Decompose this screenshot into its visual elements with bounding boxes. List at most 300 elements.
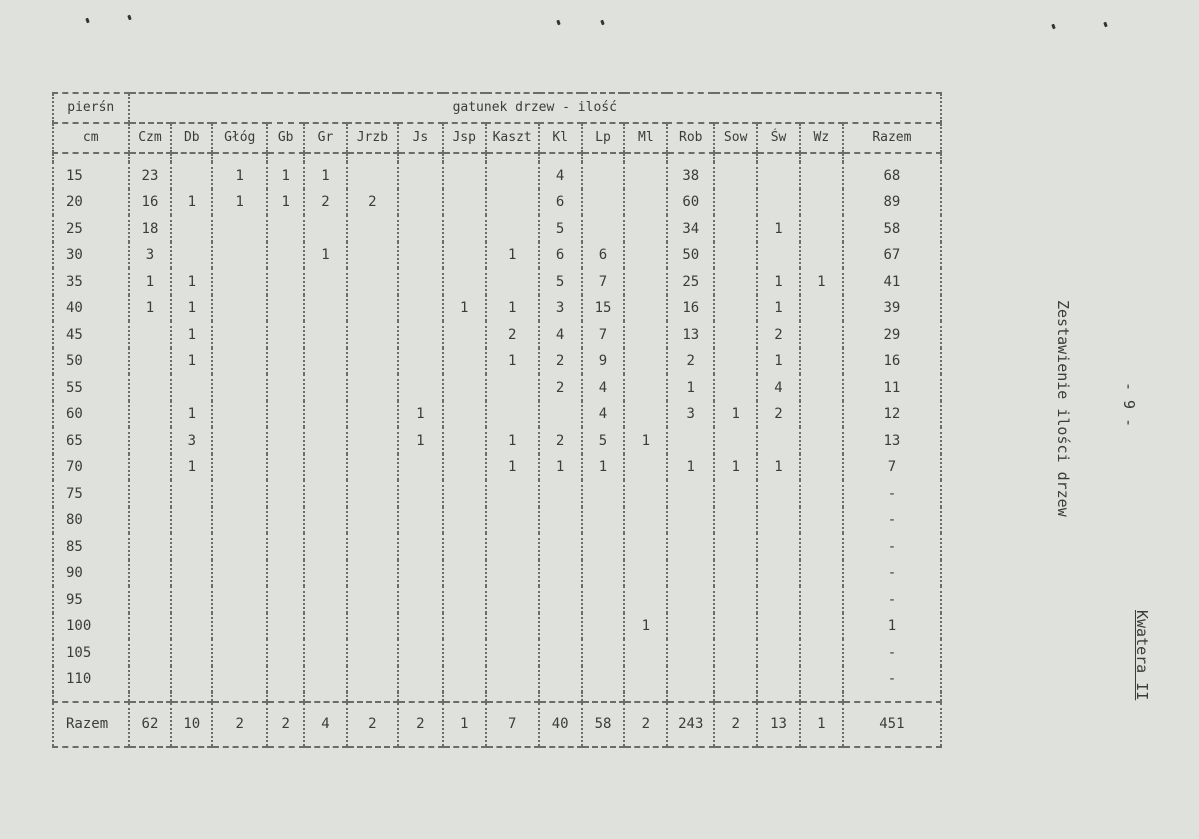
table-row	[53, 586, 941, 613]
row-label: 60	[53, 401, 129, 428]
table-cell	[667, 480, 714, 507]
table-cell: 1	[486, 454, 539, 481]
row-label: 25	[53, 215, 129, 242]
table-cell	[267, 401, 304, 428]
table-cell	[398, 454, 443, 481]
table-cell	[398, 507, 443, 534]
table-cell	[347, 268, 398, 295]
table-cell: 23	[129, 162, 172, 189]
table-cell	[714, 666, 757, 693]
table-cell	[398, 586, 443, 613]
table-cell	[212, 639, 267, 666]
table-cell	[443, 480, 486, 507]
table-cell	[582, 533, 625, 560]
table-cell	[624, 295, 667, 322]
table-cell	[582, 639, 625, 666]
table-cell	[667, 427, 714, 454]
table-cell: 1	[171, 321, 212, 348]
table-cell: 15	[582, 295, 625, 322]
table-cell	[304, 401, 347, 428]
table-cell: 1	[304, 242, 347, 269]
table-cell: 89	[843, 189, 941, 216]
table-cell: 7	[582, 268, 625, 295]
table-cell: 9	[582, 348, 625, 375]
column-header: Głóg	[212, 123, 267, 153]
table-cell: 1	[212, 189, 267, 216]
table-cell	[212, 153, 267, 162]
table-cell	[486, 215, 539, 242]
spacer-row	[53, 692, 941, 701]
table-cell	[304, 586, 347, 613]
table-cell	[757, 242, 800, 269]
table-cell	[624, 401, 667, 428]
table-cell	[398, 295, 443, 322]
table-cell: 3	[129, 242, 172, 269]
table-cell	[757, 586, 800, 613]
table-cell	[582, 613, 625, 640]
table-cell: 1	[171, 348, 212, 375]
side-title: Zestawienie ilości drzew	[1054, 300, 1072, 517]
table-cell	[267, 215, 304, 242]
row-label: 65	[53, 427, 129, 454]
table-cell	[398, 189, 443, 216]
table-cell: 29	[843, 321, 941, 348]
table-row	[53, 454, 941, 481]
table-cell	[212, 480, 267, 507]
table-cell: 12	[843, 401, 941, 428]
table-cell: 6	[539, 189, 582, 216]
table-row	[53, 560, 941, 587]
table-cell	[582, 692, 625, 701]
table-cell	[486, 480, 539, 507]
table-cell	[714, 427, 757, 454]
table-row	[53, 533, 941, 560]
table-row	[53, 295, 941, 322]
table-cell	[171, 533, 212, 560]
table-cell: 7	[486, 702, 539, 747]
table-cell	[347, 480, 398, 507]
table-cell	[667, 560, 714, 587]
table-cell	[667, 507, 714, 534]
table-row	[53, 189, 941, 216]
table-cell: 2	[714, 702, 757, 747]
table-row	[53, 242, 941, 269]
table-cell	[624, 215, 667, 242]
table-cell	[267, 454, 304, 481]
row-label: 90	[53, 560, 129, 587]
table-cell: -	[843, 666, 941, 693]
table-cell	[304, 613, 347, 640]
table-cell	[582, 666, 625, 693]
table-cell	[624, 692, 667, 701]
row-label: 85	[53, 533, 129, 560]
table-cell	[624, 480, 667, 507]
row-label: 20	[53, 189, 129, 216]
table-cell: 1	[667, 374, 714, 401]
table-cell: 2	[347, 702, 398, 747]
table-cell	[800, 295, 843, 322]
table-cell	[398, 268, 443, 295]
table-cell: 1	[757, 348, 800, 375]
table-cell	[443, 533, 486, 560]
table-cell	[129, 153, 172, 162]
table-cell: 1	[443, 295, 486, 322]
table-cell: 11	[843, 374, 941, 401]
table-cell	[267, 321, 304, 348]
table-cell: 50	[667, 242, 714, 269]
table-cell	[714, 153, 757, 162]
table-row	[53, 348, 941, 375]
table-cell	[171, 480, 212, 507]
table-cell	[347, 401, 398, 428]
table-cell: 2	[757, 321, 800, 348]
column-header: Czm	[129, 123, 172, 153]
table-cell	[267, 507, 304, 534]
table-cell: -	[843, 480, 941, 507]
table-cell: 1	[171, 454, 212, 481]
section-label: Kwatera II	[1133, 610, 1151, 701]
table-cell	[171, 560, 212, 587]
column-header: Wz	[800, 123, 843, 153]
corner-label-girth: pierśn	[53, 93, 129, 123]
table-cell	[539, 560, 582, 587]
row-label: 45	[53, 321, 129, 348]
table-cell	[171, 242, 212, 269]
table-cell	[486, 401, 539, 428]
table-cell: 1	[667, 454, 714, 481]
column-header: Db	[171, 123, 212, 153]
table-cell	[304, 666, 347, 693]
table-cell	[800, 321, 843, 348]
table-cell	[443, 162, 486, 189]
row-label: 75	[53, 480, 129, 507]
table-cell	[443, 268, 486, 295]
table-cell	[486, 586, 539, 613]
table-cell: 1	[398, 401, 443, 428]
table-cell	[129, 427, 172, 454]
column-header: Razem	[843, 123, 941, 153]
table-cell	[129, 374, 172, 401]
table-cell	[443, 374, 486, 401]
table-cell: 16	[129, 189, 172, 216]
table-cell	[624, 162, 667, 189]
table-cell	[757, 692, 800, 701]
table-cell	[714, 586, 757, 613]
table-cell	[129, 533, 172, 560]
table-cell: 4	[304, 702, 347, 747]
table-cell	[667, 153, 714, 162]
table-cell: 38	[667, 162, 714, 189]
table-cell	[443, 692, 486, 701]
table-cell	[582, 153, 625, 162]
table-row	[53, 321, 941, 348]
table-cell: 4	[539, 321, 582, 348]
table-cell	[212, 215, 267, 242]
table-cell	[843, 153, 941, 162]
table-cell	[800, 427, 843, 454]
table-cell	[757, 507, 800, 534]
table-cell	[443, 215, 486, 242]
table-cell	[582, 507, 625, 534]
table-cell: -	[843, 560, 941, 587]
table-cell	[539, 507, 582, 534]
table-cell	[539, 613, 582, 640]
table-cell	[757, 189, 800, 216]
table-cell: 34	[667, 215, 714, 242]
table-row	[53, 666, 941, 693]
table-cell	[757, 639, 800, 666]
table-cell: 2	[267, 702, 304, 747]
table-cell	[171, 613, 212, 640]
table-cell: 4	[582, 374, 625, 401]
table-cell	[714, 560, 757, 587]
table-cell	[486, 639, 539, 666]
table-cell	[212, 560, 267, 587]
table-cell	[714, 639, 757, 666]
table-cell	[486, 507, 539, 534]
table-cell	[304, 268, 347, 295]
table-cell	[539, 153, 582, 162]
table-cell	[714, 480, 757, 507]
table-cell	[347, 162, 398, 189]
table-cell	[129, 401, 172, 428]
table-cell	[398, 242, 443, 269]
tree-count-table	[52, 92, 942, 748]
table-cell	[347, 427, 398, 454]
table-cell: 1	[800, 702, 843, 747]
column-header: Jsp	[443, 123, 486, 153]
table-cell	[347, 639, 398, 666]
table-cell	[129, 560, 172, 587]
table-cell	[347, 533, 398, 560]
row-label	[53, 692, 129, 701]
table-cell	[443, 454, 486, 481]
table-cell	[714, 268, 757, 295]
table-cell	[212, 586, 267, 613]
table-cell	[624, 666, 667, 693]
table-cell: 5	[539, 215, 582, 242]
table-cell	[398, 639, 443, 666]
table-cell: 1	[129, 295, 172, 322]
table-cell	[212, 454, 267, 481]
table-cell	[757, 613, 800, 640]
row-label: 70	[53, 454, 129, 481]
column-header: Js	[398, 123, 443, 153]
table-cell: 1	[757, 268, 800, 295]
table-cell: 1	[212, 162, 267, 189]
table-cell	[398, 162, 443, 189]
table-cell: 1	[171, 268, 212, 295]
side-annotations	[1040, 300, 1151, 760]
table-cell	[714, 507, 757, 534]
table-cell	[267, 427, 304, 454]
table-cell	[267, 153, 304, 162]
table-cell: 62	[129, 702, 172, 747]
table-cell	[667, 692, 714, 701]
table-cell: 6	[582, 242, 625, 269]
table-cell: 40	[539, 702, 582, 747]
table-cell	[212, 374, 267, 401]
table-cell	[800, 401, 843, 428]
table-cell	[443, 427, 486, 454]
table-cell	[486, 560, 539, 587]
table-cell	[667, 666, 714, 693]
table-cell	[800, 507, 843, 534]
table-cell	[800, 666, 843, 693]
table-cell	[443, 560, 486, 587]
table-cell	[800, 242, 843, 269]
table-cell	[304, 507, 347, 534]
table-cell	[800, 153, 843, 162]
table-cell	[539, 692, 582, 701]
table-row	[53, 480, 941, 507]
table-cell	[667, 639, 714, 666]
table-cell	[347, 507, 398, 534]
table-cell: 13	[667, 321, 714, 348]
table-cell	[267, 666, 304, 693]
table-cell: -	[843, 507, 941, 534]
table-cell: 1	[582, 454, 625, 481]
table-cell	[486, 374, 539, 401]
ink-speck	[556, 20, 561, 26]
table-cell: 18	[129, 215, 172, 242]
table-cell	[304, 348, 347, 375]
column-header: Sow	[714, 123, 757, 153]
table-cell	[347, 586, 398, 613]
row-label: 95	[53, 586, 129, 613]
table-cell: 5	[539, 268, 582, 295]
table-cell	[800, 639, 843, 666]
table-cell	[714, 162, 757, 189]
table-cell	[486, 162, 539, 189]
table-cell	[304, 639, 347, 666]
table-cell: 68	[843, 162, 941, 189]
table-cell	[171, 692, 212, 701]
row-label: 35	[53, 268, 129, 295]
row-label: 100	[53, 613, 129, 640]
table-cell	[129, 613, 172, 640]
table-cell	[347, 295, 398, 322]
table-cell	[757, 427, 800, 454]
table-cell	[304, 374, 347, 401]
table-cell: 2	[757, 401, 800, 428]
table-cell	[267, 692, 304, 701]
table-cell	[714, 613, 757, 640]
group-header: gatunek drzew - ilość	[129, 93, 941, 123]
table-cell	[582, 162, 625, 189]
table-cell	[714, 533, 757, 560]
table-cell	[624, 374, 667, 401]
table-cell: 1	[443, 702, 486, 747]
table-row	[53, 507, 941, 534]
table-cell	[582, 189, 625, 216]
table-cell: 1	[267, 162, 304, 189]
table-cell	[800, 586, 843, 613]
table-cell	[624, 507, 667, 534]
table-cell	[443, 321, 486, 348]
column-header: Gr	[304, 123, 347, 153]
row-label: 105	[53, 639, 129, 666]
table-cell	[129, 586, 172, 613]
table-cell	[212, 507, 267, 534]
table-cell: 7	[582, 321, 625, 348]
table-cell	[398, 533, 443, 560]
table-cell	[129, 348, 172, 375]
table-cell: 1	[757, 215, 800, 242]
page-number: - 9 -	[1120, 382, 1138, 428]
table-cell: 2	[624, 702, 667, 747]
row-label: 50	[53, 348, 129, 375]
table-cell	[347, 560, 398, 587]
column-header: Rob	[667, 123, 714, 153]
table-cell: 2	[539, 427, 582, 454]
table-cell	[212, 242, 267, 269]
column-header: Gb	[267, 123, 304, 153]
table-row	[53, 639, 941, 666]
table-cell	[347, 321, 398, 348]
table-cell: 1	[624, 613, 667, 640]
table-cell: 3	[539, 295, 582, 322]
row-label: 80	[53, 507, 129, 534]
table-cell	[212, 295, 267, 322]
table-cell	[714, 321, 757, 348]
table-cell	[347, 348, 398, 375]
table-cell	[129, 639, 172, 666]
table-cell: 67	[843, 242, 941, 269]
table-cell	[267, 242, 304, 269]
table-cell	[212, 533, 267, 560]
table-cell	[171, 153, 212, 162]
spacer-row	[53, 153, 941, 162]
row-label	[53, 153, 129, 162]
table-cell: 4	[757, 374, 800, 401]
table-cell	[398, 321, 443, 348]
column-header: Ml	[624, 123, 667, 153]
table-cell	[212, 692, 267, 701]
table-row	[53, 427, 941, 454]
row-label: 40	[53, 295, 129, 322]
table-row	[53, 268, 941, 295]
table-cell	[398, 480, 443, 507]
table-cell	[398, 666, 443, 693]
table-body	[53, 153, 941, 747]
table-cell	[624, 348, 667, 375]
table-cell	[129, 321, 172, 348]
table-row	[53, 162, 941, 189]
table-cell	[443, 507, 486, 534]
table-cell	[212, 613, 267, 640]
table-cell	[757, 480, 800, 507]
table-cell	[539, 586, 582, 613]
table-cell	[304, 692, 347, 701]
table-cell	[800, 454, 843, 481]
table-cell: 2	[212, 702, 267, 747]
table-cell: 1	[714, 454, 757, 481]
table-cell: -	[843, 586, 941, 613]
table-cell: 2	[486, 321, 539, 348]
table-cell: 5	[582, 427, 625, 454]
table-cell	[304, 295, 347, 322]
table-cell: 4	[582, 401, 625, 428]
table-cell	[667, 613, 714, 640]
table-cell	[714, 348, 757, 375]
table-cell	[347, 242, 398, 269]
table-cell	[212, 666, 267, 693]
row-label: 30	[53, 242, 129, 269]
table-cell: 451	[843, 702, 941, 747]
table-cell: 2	[539, 348, 582, 375]
table-cell: 2	[304, 189, 347, 216]
